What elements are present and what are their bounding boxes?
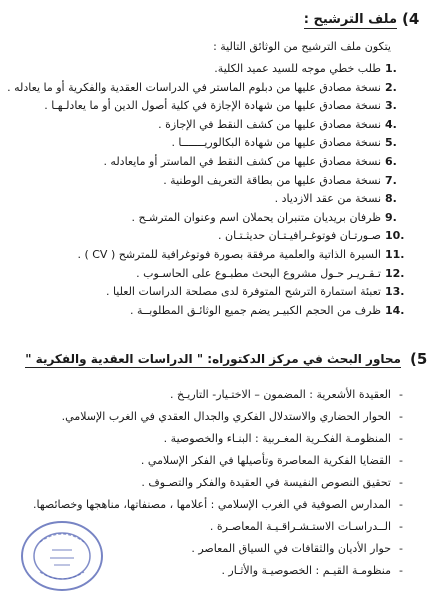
item-text: نسخة مصادق عليها من شهادة الإجازة في كلية أصول الدين أو ما يعادلـهـا . bbox=[44, 99, 381, 113]
item-number: 8. bbox=[385, 192, 397, 206]
official-stamp-icon bbox=[20, 520, 104, 592]
list-item bbox=[7, 60, 407, 79]
list-item bbox=[7, 227, 407, 246]
item-number: 7. bbox=[385, 173, 397, 187]
item-text: الحوار الحضاري والاستدلال الفكري والجدال العقدي في الغرب الإسلامي. bbox=[61, 410, 391, 423]
section-4-number: (4 bbox=[402, 10, 420, 28]
list-item bbox=[7, 172, 407, 191]
list-item bbox=[7, 265, 407, 284]
list-item bbox=[7, 79, 407, 98]
item-text: الــدراسـات الاستـشـراقـيـة المعاصـرة . bbox=[209, 520, 391, 533]
list-item bbox=[7, 97, 407, 116]
list-item bbox=[7, 246, 407, 265]
item-text: العقيدة الأشعرية : المضمون – الاختـيار- التاريـخ . bbox=[169, 388, 391, 401]
list-item bbox=[7, 494, 403, 516]
item-number: 14. bbox=[385, 303, 405, 317]
item-number: 6. bbox=[385, 154, 397, 168]
bullet-dash: - bbox=[399, 388, 403, 401]
list-item bbox=[7, 472, 403, 494]
list-item bbox=[7, 428, 403, 450]
item-number: 4. bbox=[385, 117, 397, 131]
section-5-number: (5 bbox=[410, 350, 428, 368]
item-text: نسخة مصادق عليها من دبلوم الماستر في الدراسات العقدية والفكرية أو ما يعادله . bbox=[7, 80, 381, 94]
item-text: نسخة من عقد الازدياد . bbox=[274, 192, 381, 206]
item-number: 5. bbox=[385, 136, 397, 150]
bullet-dash: - bbox=[399, 520, 403, 533]
list-item bbox=[7, 190, 407, 209]
section-5-title-text: محاور البحث في مركز الدكتوراه: " الدراسات العقدية والفكرية " bbox=[25, 352, 401, 366]
item-number: 11. bbox=[385, 247, 405, 261]
list-item bbox=[7, 406, 403, 428]
item-number: 10. bbox=[385, 229, 405, 243]
list-item bbox=[7, 153, 407, 172]
item-text: طلب خطي موجه للسيد عميد الكلية. bbox=[214, 62, 381, 75]
bullet-dash: - bbox=[399, 476, 403, 489]
item-number: 9. bbox=[385, 210, 397, 224]
section-4-intro: يتكون ملف الترشيح من الوثائق التالية : bbox=[213, 40, 391, 53]
item-text: تعبئة استمارة الترشح المتوفرة لدى مصلحة الدراسات العليا . bbox=[105, 285, 381, 299]
item-text: نسخة مصادق عليها من بطاقة التعريف الوطنية . bbox=[163, 173, 381, 187]
list-item bbox=[7, 134, 407, 153]
bullet-dash: - bbox=[399, 454, 403, 467]
item-text: نسخة مصادق عليها من كشف النقط في الإجازة . bbox=[158, 117, 381, 131]
item-text: السيرة الذاتية والعلمية مرفقة بصورة فوتوغرافية للمترشح ( CV ) . bbox=[77, 247, 381, 261]
section-5-title bbox=[25, 352, 401, 366]
list-item bbox=[7, 116, 407, 135]
item-number: 3. bbox=[385, 99, 397, 113]
list-item bbox=[7, 384, 403, 406]
list-item bbox=[7, 283, 407, 302]
item-text: القضايا الفكرية المعاصرة وتأصيلها في الفكر الإسلامي . bbox=[140, 454, 391, 467]
item-number: 12. bbox=[385, 266, 405, 280]
documents-list bbox=[7, 60, 407, 320]
item-text: المدارس الصوفية في الغرب الإسلامي : أعلامها ، مصنفاتها، مناهجها وخصائصها. bbox=[32, 498, 391, 511]
bullet-dash: - bbox=[399, 498, 403, 511]
item-text: نسخة مصادق عليها من شهادة البكالوريـــــــا . bbox=[171, 136, 381, 150]
item-text: ظرف من الحجم الكبيـر يضم جميع الوثائـق المطلوبــة . bbox=[129, 303, 381, 317]
item-number: 2. bbox=[385, 80, 397, 94]
bullet-dash: - bbox=[399, 564, 403, 577]
item-text: منظومـة القيـم : الخصوصيـة والأثـار . bbox=[221, 564, 391, 577]
item-text: صـورتـان فوتوغـرافيـتـان حديثـتـان . bbox=[218, 229, 381, 243]
item-text: تـقـريـر حـول مشروع البحث مطبـوع على الحاسـوب . bbox=[136, 266, 381, 280]
item-text: ظرفان بريديان متنبران يحملان اسم وعنوان المترشـح . bbox=[131, 210, 381, 224]
item-text: المنظومـة الفكـرية المغـربية : البنـاء والخصوصية . bbox=[163, 432, 391, 445]
item-text: حوار الأديان والثقافات في السياق المعاصر . bbox=[191, 542, 391, 555]
list-item bbox=[7, 302, 407, 321]
section-4-title bbox=[304, 12, 397, 27]
bullet-dash: - bbox=[399, 432, 403, 445]
bullet-dash: - bbox=[399, 410, 403, 423]
item-text: تحقيق النصوص النفيسة في العقيدة والفكر والتصـوف . bbox=[141, 476, 391, 489]
bullet-dash: - bbox=[399, 542, 403, 555]
list-item bbox=[7, 209, 407, 228]
list-item bbox=[7, 450, 403, 472]
item-text: نسخة مصادق عليها من كشف النقط في الماستر أو مايعادله . bbox=[103, 154, 381, 168]
item-number: 13. bbox=[385, 285, 405, 299]
section-4-title-text: ملف الترشيح : bbox=[303, 12, 397, 27]
item-number: 1. bbox=[385, 62, 397, 75]
